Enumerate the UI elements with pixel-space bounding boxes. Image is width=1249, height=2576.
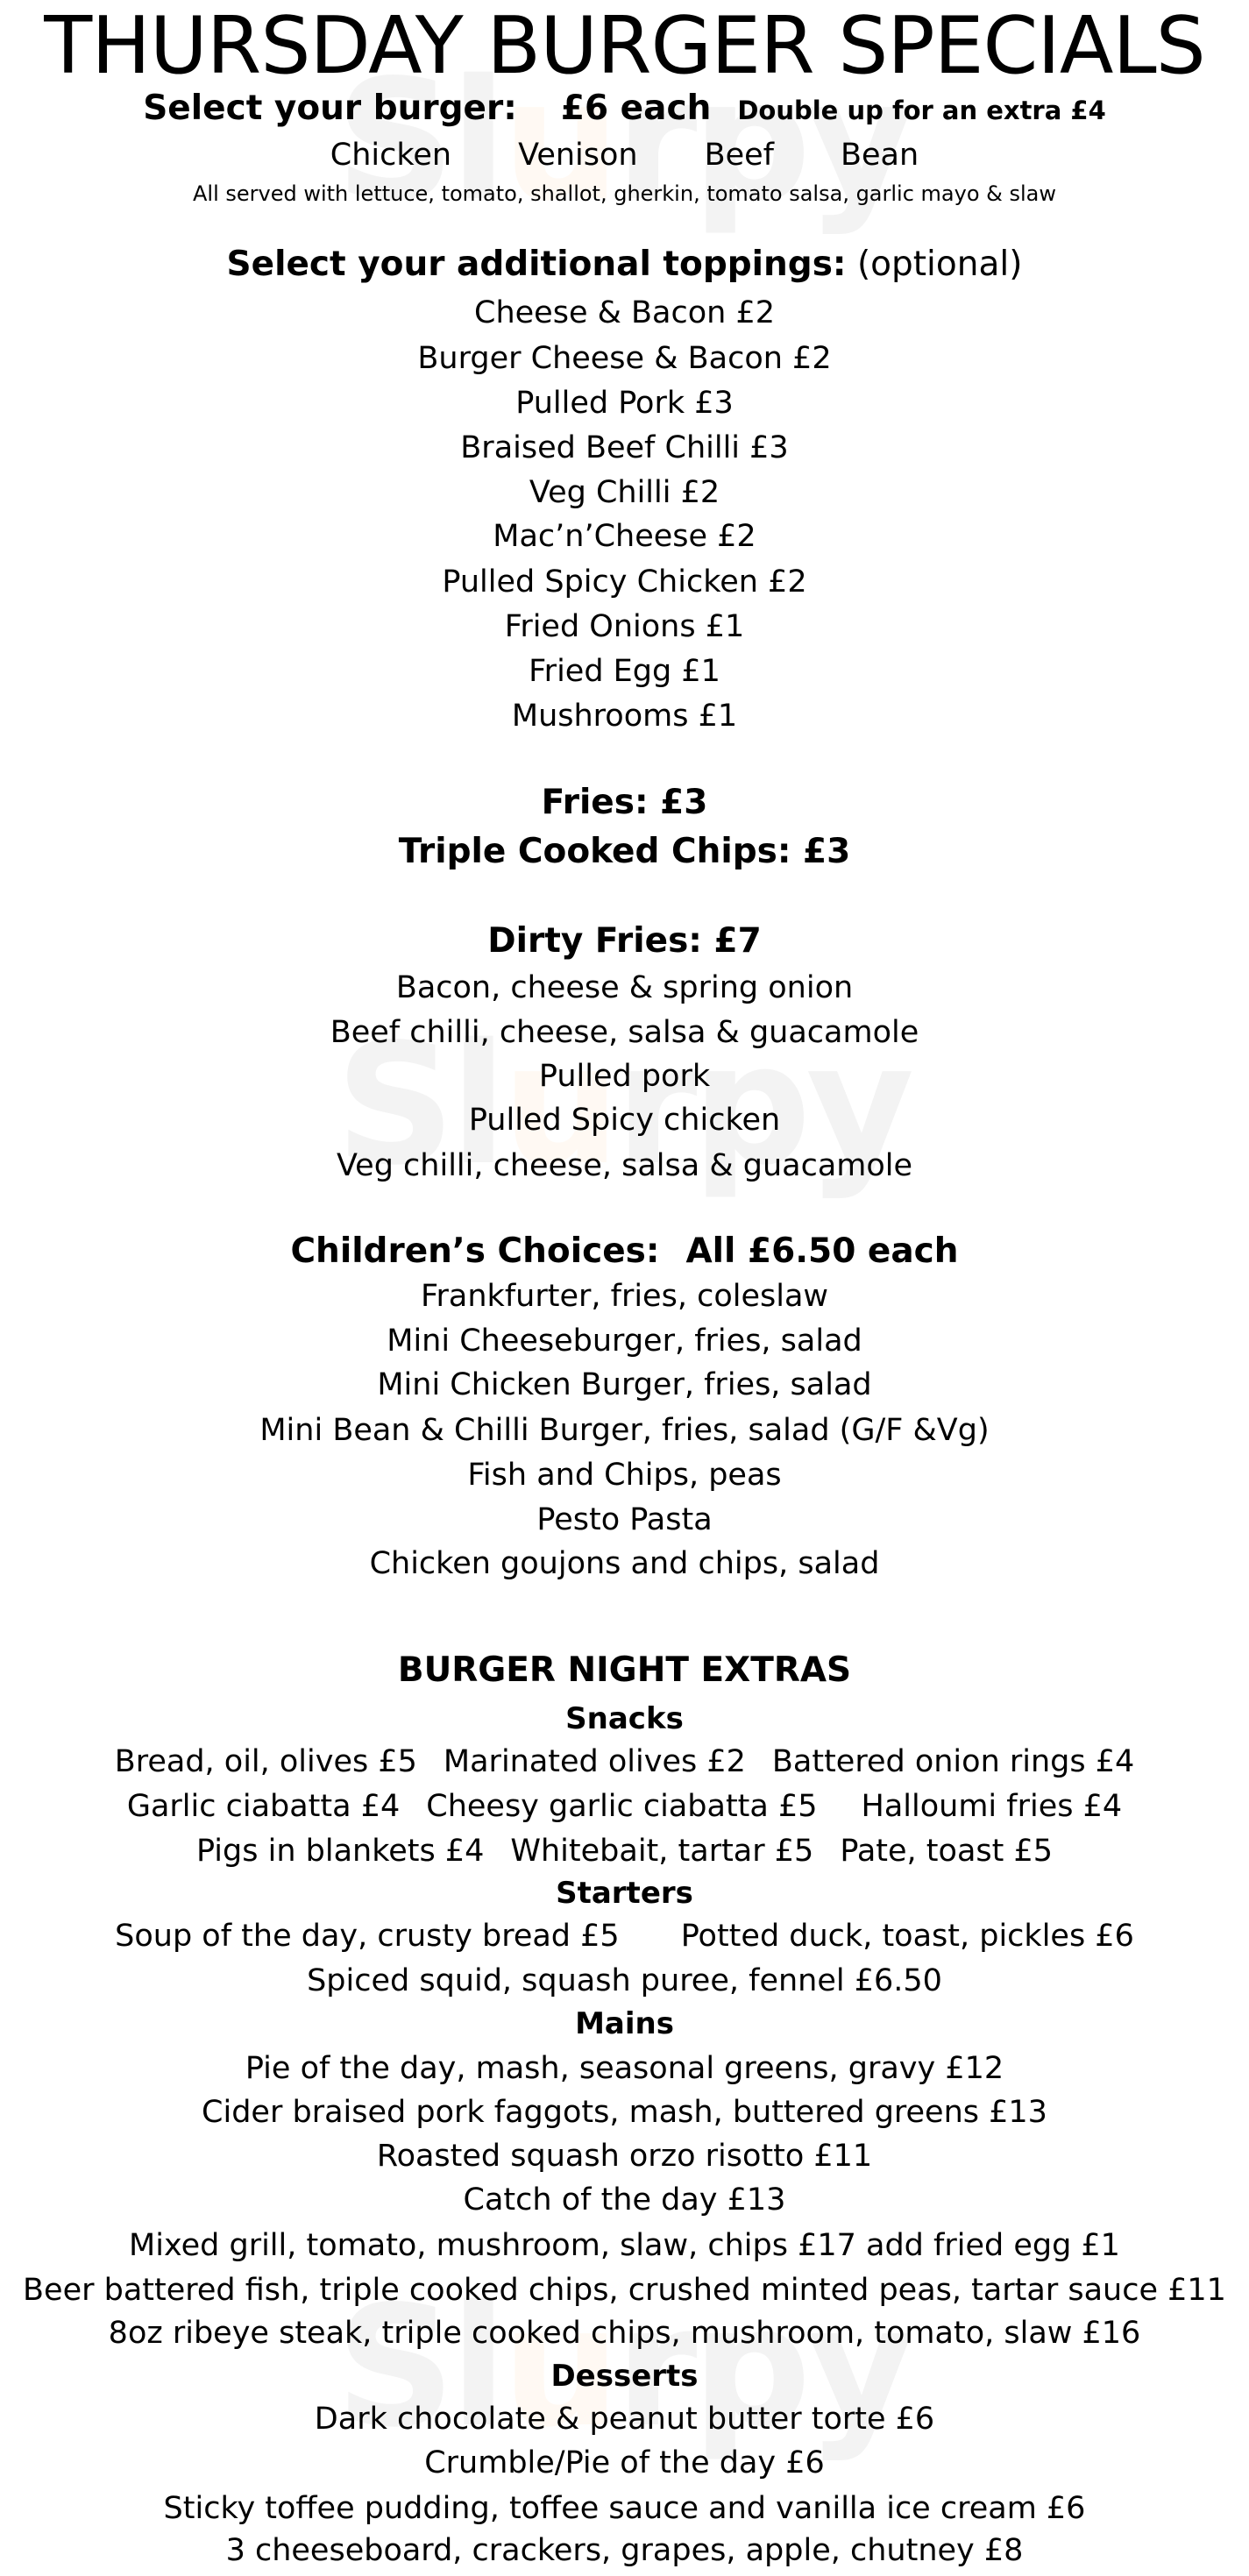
snack-item: Cheesy garlic ciabatta £5: [426, 1789, 818, 1824]
dirty-fries-item: Pulled Spicy chicken: [468, 1103, 781, 1138]
dessert-item: 3 cheeseboard, crackers, grapes, apple, chutney £8: [225, 2533, 1024, 2568]
main-item: 8oz ribeye steak, triple cooked chips, mushroom, tomato, slaw £16: [108, 2316, 1141, 2351]
burger-type-chicken: Chicken: [330, 138, 452, 173]
snack-item: Bread, oil, olives £5: [114, 1744, 417, 1779]
topping-item: Fried Onions £1: [504, 609, 745, 644]
snack-item: Halloumi fries £4: [861, 1789, 1123, 1824]
snacks-row: [0, 1836, 1249, 1867]
children-item: Pesto Pasta: [536, 1502, 713, 1537]
burger-select-label: Select your burger:: [143, 89, 517, 128]
starter-item: Potted duck, toast, pickles £6: [680, 1919, 1134, 1954]
topping-item: Braised Beef Chilli £3: [460, 430, 789, 465]
topping-item: Veg Chilli £2: [529, 475, 720, 510]
mains-heading: Mains: [575, 2006, 674, 2041]
dirty-fries-item: Veg chilli, cheese, salsa & guacamole: [336, 1148, 913, 1183]
children-item: Frankfurter, fries, coleslaw: [420, 1279, 829, 1314]
topping-item: Fried Egg £1: [529, 654, 720, 689]
toppings-heading: Select your additional toppings:: [226, 245, 847, 284]
starters-heading: Starters: [556, 1876, 693, 1911]
main-item: Cider braised pork faggots, mash, buttered greens £13: [202, 2095, 1047, 2130]
snack-item: Pigs in blankets £4: [195, 1834, 485, 1869]
dirty-fries-item: Pulled pork: [538, 1059, 711, 1094]
dessert-item: Sticky toffee pudding, toffee sauce and vanilla ice cream £6: [163, 2491, 1086, 2526]
snacks-row: [0, 1744, 1249, 1779]
burger-types: [0, 140, 1249, 171]
served-with-note: All served with lettuce, tomato, shallot, gherkin, tomato salsa, garlic mayo & slaw: [192, 181, 1056, 206]
desserts-heading: Desserts: [550, 2359, 699, 2394]
main-item: Beer battered fish, triple cooked chips, crushed minted peas, tartar sauce £11: [23, 2273, 1226, 2308]
starter-item: Spiced squid, squash puree, fennel £6.50: [307, 1963, 942, 1998]
topping-item: Burger Cheese & Bacon £2: [417, 341, 832, 376]
children-heading: Children’s Choices:: [290, 1231, 660, 1271]
snacks-row: [0, 1789, 1249, 1824]
toppings-optional: (optional): [856, 245, 1023, 284]
burger-select-row: [0, 89, 1249, 128]
dirty-fries-item: Beef chilli, cheese, salsa & guacamole: [330, 1015, 919, 1050]
children-item: Chicken goujons and chips, salad: [369, 1546, 880, 1581]
main-item: Catch of the day £13: [463, 2182, 786, 2218]
snack-item: Pate, toast £5: [840, 1834, 1054, 1869]
fries-price: Fries: £3: [541, 783, 708, 822]
burger-price: £6 each: [560, 89, 712, 128]
topping-item: Mac’n’Cheese £2: [493, 519, 756, 554]
triple-chips-price: Triple Cooked Chips: £3: [398, 832, 851, 871]
main-item: Mixed grill, tomato, mushroom, slaw, chips £17 add fried egg £1: [129, 2228, 1120, 2263]
snacks-heading: Snacks: [565, 1701, 684, 1736]
menu-title: THURSDAY BURGER SPECIALS: [44, 0, 1205, 92]
topping-item: Pulled Spicy Chicken £2: [442, 564, 807, 600]
toppings-heading-row: [0, 245, 1249, 284]
burger-type-bean: Bean: [841, 138, 919, 173]
burger-type-beef: Beef: [704, 138, 775, 173]
snack-item: Garlic ciabatta £4: [126, 1789, 401, 1824]
children-price: All £6.50 each: [685, 1231, 959, 1271]
topping-item: Mushrooms £1: [511, 699, 738, 734]
dirty-fries-heading: Dirty Fries: £7: [487, 921, 762, 961]
burger-upgrade: Double up for an extra £4: [737, 96, 1106, 125]
topping-item: Pulled Pork £3: [515, 386, 734, 421]
main-item: Pie of the day, mash, seasonal greens, gravy £12: [245, 2051, 1004, 2086]
dessert-item: Dark chocolate & peanut butter torte £6: [314, 2402, 935, 2437]
extras-heading: BURGER NIGHT EXTRAS: [397, 1650, 852, 1690]
snack-item: Whitebait, tartar £5: [510, 1834, 814, 1869]
snack-item: Marinated olives £2: [443, 1744, 746, 1779]
children-item: Mini Cheeseburger, fries, salad: [387, 1323, 862, 1359]
dessert-item: Crumble/Pie of the day £6: [424, 2445, 825, 2480]
starters-row: [0, 1921, 1249, 1952]
starter-item: Soup of the day, crusty bread £5: [115, 1919, 620, 1954]
topping-item: Cheese & Bacon £2: [474, 295, 775, 330]
children-item: Fish and Chips, peas: [467, 1458, 782, 1493]
snack-item: Battered onion rings £4: [771, 1744, 1135, 1779]
children-item: Mini Chicken Burger, fries, salad: [377, 1367, 872, 1402]
burger-type-venison: Venison: [518, 138, 638, 173]
main-item: Roasted squash orzo risotto £11: [376, 2139, 873, 2174]
children-item: Mini Bean & Chilli Burger, fries, salad (G/F &Vg): [259, 1413, 990, 1448]
dirty-fries-item: Bacon, cheese & spring onion: [395, 970, 854, 1005]
children-heading-row: [0, 1231, 1249, 1271]
